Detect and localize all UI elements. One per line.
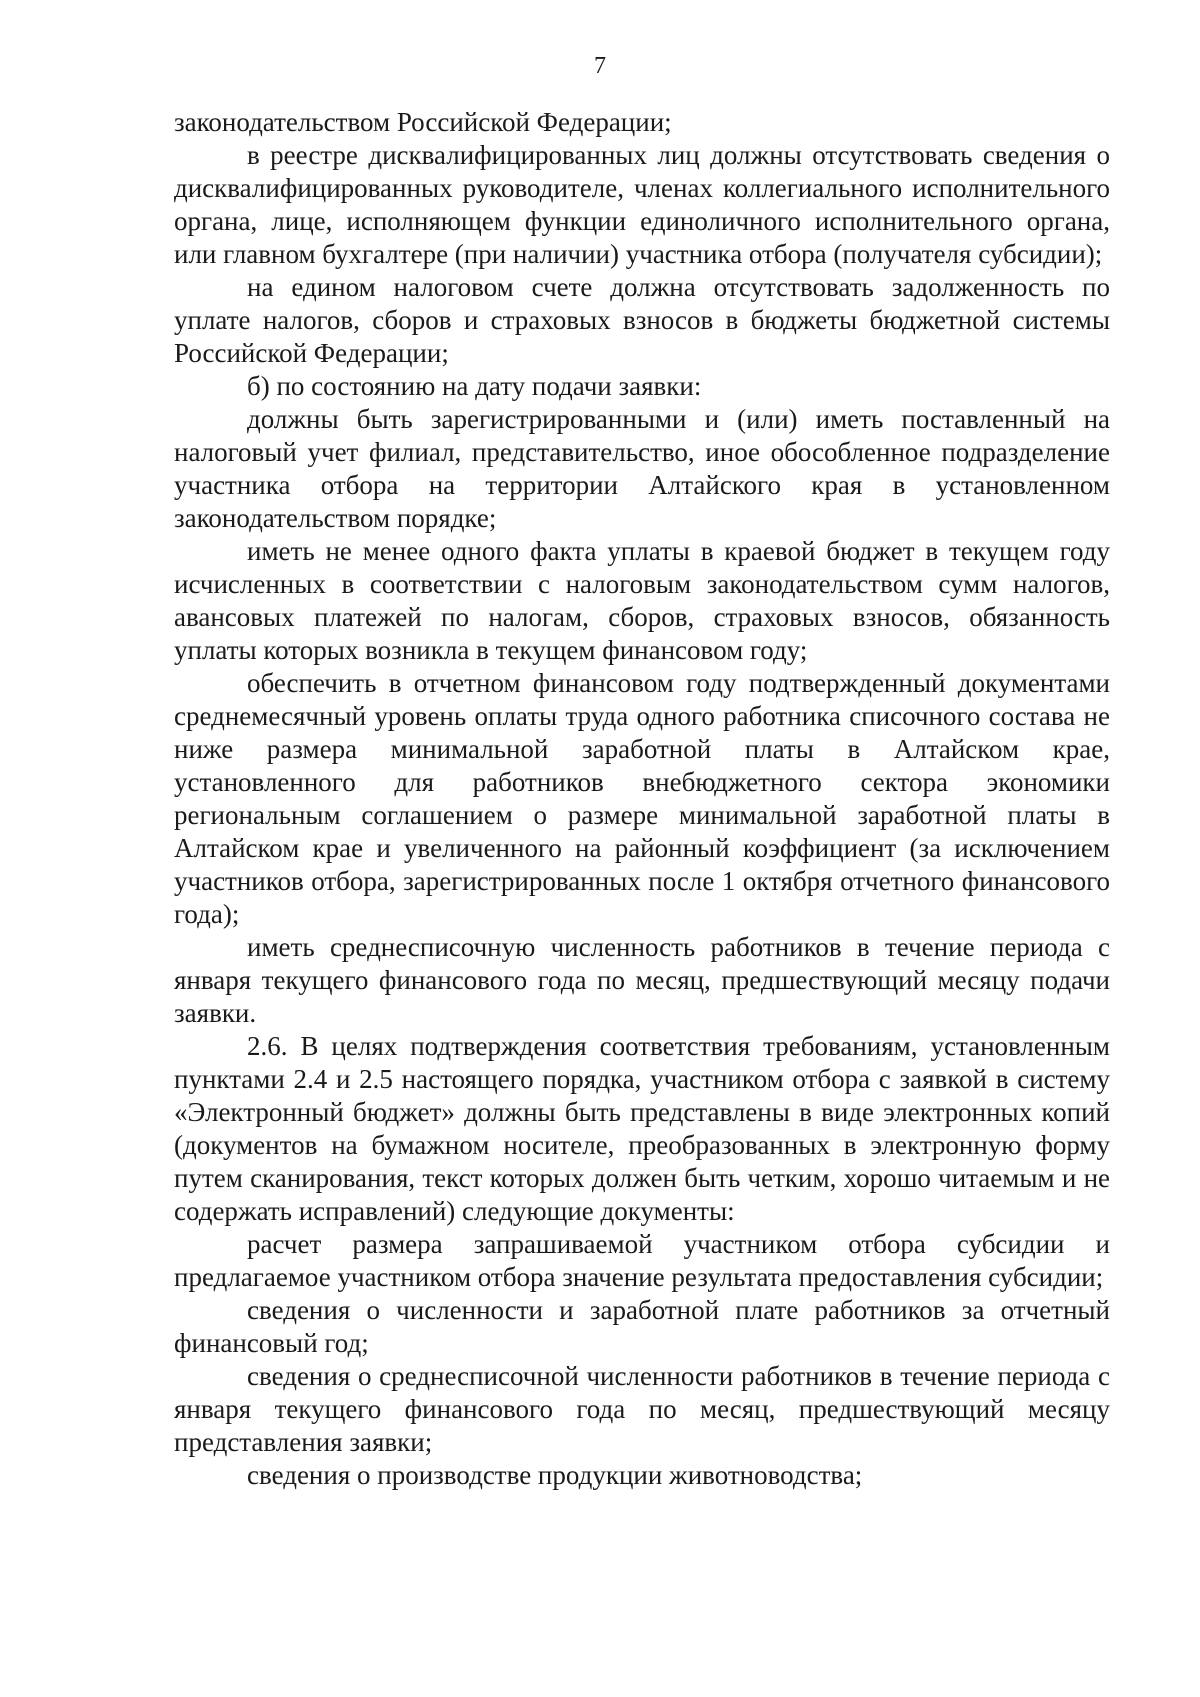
paragraph-3: на едином налоговом счете должна отсутствовать задолженность по уплате налогов, сборов и страховых взносов в бюджеты бюджетной системы Российской Федерации; [174, 272, 1110, 368]
paragraph-12: сведения о среднесписочной численности работников в течение периода с января текущего финансового года по месяц, предшествующий месяцу представления заявки; [174, 1361, 1110, 1457]
paragraph-11: сведения о численности и заработной плате работников за отчетный финансовый год; [174, 1295, 1110, 1358]
paragraph-8: иметь среднесписочную численность работников в течение периода с января текущего финансового года по месяц, предшествующий месяцу подачи заявки. [174, 932, 1110, 1028]
paragraph-7: обеспечить в отчетном финансовом году подтвержденный документами среднемесячный уровень оплаты труда одного работника списочного состава не ниже размера минимальной заработной платы в Алтайском крае, установленного для работников внебюджетного сектора экономики региональным соглашением о размере минимальной заработной платы в Алтайском крае и увеличенного на районный коэффициент (за исключением участников отбора, зарегистрированных после 1 октября отчетного финансового года); [174, 668, 1110, 929]
paragraph-4: б) по состоянию на дату подачи заявки: [247, 371, 702, 401]
paragraph-10: расчет размера запрашиваемой участником отбора субсидии и предлагаемое участником отбора значение результата предоставления субсидии; [174, 1229, 1110, 1292]
paragraph-6: иметь не менее одного факта уплаты в краевой бюджет в текущем году исчисленных в соответствии с налоговым законодательством сумм налогов, авансовых платежей по налогам, сборов, страховых взносов, обязанность уплаты которых возникла в текущем финансовом году; [174, 536, 1110, 665]
paragraph-1: законодательством Российской Федерации; [174, 107, 672, 137]
paragraph-5: должны быть зарегистрированными и (или) иметь поставленный на налоговый учет филиал, представительство, иное обособленное подразделение участника отбора на территории Алтайского края в установленном законодательством порядке; [174, 404, 1110, 533]
paragraph-13: сведения о производстве продукции животноводства; [247, 1460, 863, 1490]
page-number: 7 [594, 53, 606, 79]
paragraph-2: в реестре дисквалифицированных лиц должны отсутствовать сведения о дисквалифицированных руководителе, членах коллегиального исполнительного органа, лице, исполняющем функции единоличного исполнительного органа, или главном бухгалтере (при наличии) участника отбора (получателя субсидии); [174, 140, 1110, 269]
paragraph-9: 2.6. В целях подтверждения соответствия требованиям, установленным пунктами 2.4 и 2.5 настоящего порядка, участником отбора с заявкой в систему «Электронный бюджет» должны быть представлены в виде электронных копий (документов на бумажном носителе, преобразованных в электронную форму путем сканирования, текст которых должен быть четким, хорошо читаемым и не содержать исправлений) следующие документы: [174, 1031, 1110, 1226]
document-body [174, 106, 1110, 1492]
